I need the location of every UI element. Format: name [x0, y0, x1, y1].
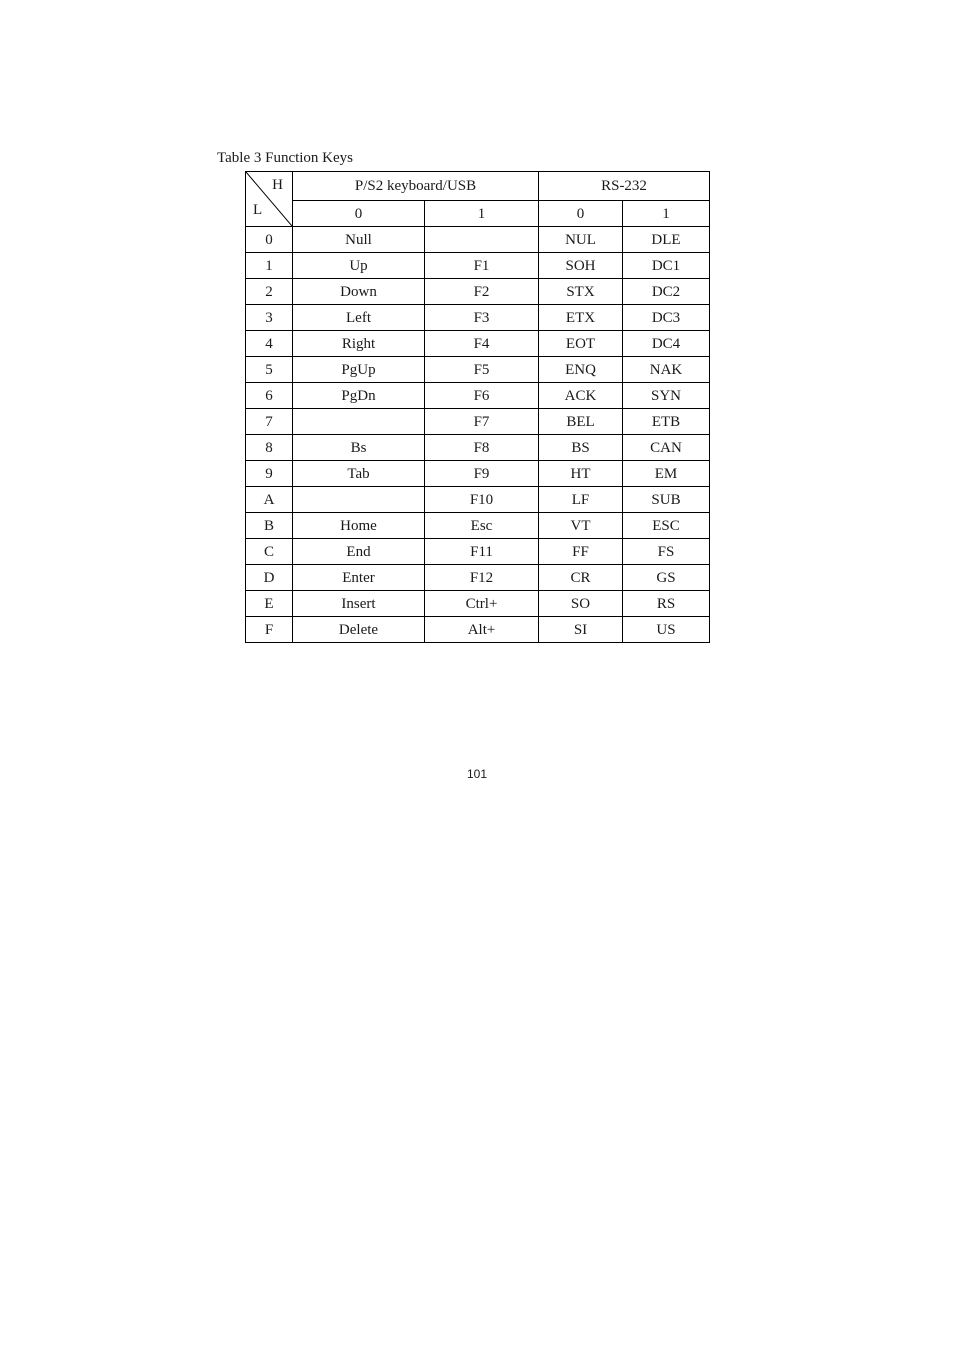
table-cell: EM [623, 461, 710, 487]
table-cell: DC3 [623, 305, 710, 331]
row-header-cell: F [246, 617, 293, 643]
row-header-cell: 9 [246, 461, 293, 487]
subheader-cell: 1 [425, 201, 539, 227]
row-header-cell: B [246, 513, 293, 539]
row-header-cell: E [246, 591, 293, 617]
table-cell: Left [293, 305, 425, 331]
row-header-cell: 3 [246, 305, 293, 331]
subheader-cell: 0 [293, 201, 425, 227]
table-row [246, 513, 710, 539]
row-header-cell: 4 [246, 331, 293, 357]
table-cell: Delete [293, 617, 425, 643]
table-cell: F7 [425, 409, 539, 435]
table-cell: Bs [293, 435, 425, 461]
table-cell: Right [293, 331, 425, 357]
table-cell: CR [539, 565, 623, 591]
table-row [246, 279, 710, 305]
row-header-cell: 0 [246, 227, 293, 253]
table-row [246, 617, 710, 643]
table-cell: Alt+ [425, 617, 539, 643]
table-cell: ETX [539, 305, 623, 331]
table-cell: GS [623, 565, 710, 591]
table-cell: Tab [293, 461, 425, 487]
table-cell: VT [539, 513, 623, 539]
high-nibble-label: H [272, 177, 283, 193]
page-number: 101 [466, 767, 488, 781]
table-cell: F3 [425, 305, 539, 331]
row-header-cell: 7 [246, 409, 293, 435]
table-cell [425, 227, 539, 253]
table-cell: ETB [623, 409, 710, 435]
table-row [246, 565, 710, 591]
table-cell: LF [539, 487, 623, 513]
table-cell: Up [293, 253, 425, 279]
row-header-cell: 1 [246, 253, 293, 279]
table-cell: RS [623, 591, 710, 617]
table-cell: SI [539, 617, 623, 643]
table-cell: SUB [623, 487, 710, 513]
table-cell: SOH [539, 253, 623, 279]
table-cell: F4 [425, 331, 539, 357]
table-cell: Down [293, 279, 425, 305]
function-keys-table [245, 171, 710, 643]
row-header-cell: 5 [246, 357, 293, 383]
table-cell: F5 [425, 357, 539, 383]
low-nibble-label: L [253, 202, 263, 218]
row-header-cell: C [246, 539, 293, 565]
table-cell [293, 409, 425, 435]
table-cell: Esc [425, 513, 539, 539]
table-cell: PgUp [293, 357, 425, 383]
table-cell: DC1 [623, 253, 710, 279]
table-row [246, 591, 710, 617]
table-row [246, 305, 710, 331]
table-row [246, 487, 710, 513]
table-cell: DC4 [623, 331, 710, 357]
table-cell: End [293, 539, 425, 565]
subheader-cell: 0 [539, 201, 623, 227]
table-caption: Table 3 Function Keys [217, 150, 354, 166]
table-cell: F6 [425, 383, 539, 409]
table-cell: NAK [623, 357, 710, 383]
table-row [246, 331, 710, 357]
table-cell: F9 [425, 461, 539, 487]
table-cell: SO [539, 591, 623, 617]
table-cell: Insert [293, 591, 425, 617]
table-row [246, 253, 710, 279]
table-cell: F10 [425, 487, 539, 513]
table-cell: ESC [623, 513, 710, 539]
table-subheader-row [246, 201, 710, 227]
table-cell: STX [539, 279, 623, 305]
table-cell: HT [539, 461, 623, 487]
table-cell: BEL [539, 409, 623, 435]
table-cell: Enter [293, 565, 425, 591]
table-cell: BS [539, 435, 623, 461]
table-cell: FF [539, 539, 623, 565]
table-cell [293, 487, 425, 513]
table-row [246, 409, 710, 435]
table-cell: Null [293, 227, 425, 253]
table-cell: F11 [425, 539, 539, 565]
table-cell: PgDn [293, 383, 425, 409]
table-cell: ENQ [539, 357, 623, 383]
table-header-row [246, 172, 710, 201]
table-cell: Home [293, 513, 425, 539]
table-row [246, 435, 710, 461]
row-header-cell: 8 [246, 435, 293, 461]
table-cell: NUL [539, 227, 623, 253]
table-cell: EOT [539, 331, 623, 357]
table-row [246, 461, 710, 487]
table-cell: F1 [425, 253, 539, 279]
table-cell: F12 [425, 565, 539, 591]
row-header-cell: D [246, 565, 293, 591]
table-cell: Ctrl+ [425, 591, 539, 617]
table-cell: F8 [425, 435, 539, 461]
row-header-cell: A [246, 487, 293, 513]
table-cell: F2 [425, 279, 539, 305]
subheader-cell: 1 [623, 201, 710, 227]
table-cell: DLE [623, 227, 710, 253]
table-cell: ACK [539, 383, 623, 409]
table-cell: SYN [623, 383, 710, 409]
row-header-cell: 2 [246, 279, 293, 305]
row-header-cell: 6 [246, 383, 293, 409]
table-cell: FS [623, 539, 710, 565]
table-row [246, 227, 710, 253]
table-cell: US [623, 617, 710, 643]
table-cell: DC2 [623, 279, 710, 305]
group-header-rs232: RS-232 [539, 172, 710, 201]
group-header-ps2: P/S2 keyboard/USB [293, 172, 539, 201]
table-cell: CAN [623, 435, 710, 461]
table-row [246, 539, 710, 565]
table-row [246, 357, 710, 383]
table-row [246, 383, 710, 409]
corner-header-cell [246, 172, 293, 227]
